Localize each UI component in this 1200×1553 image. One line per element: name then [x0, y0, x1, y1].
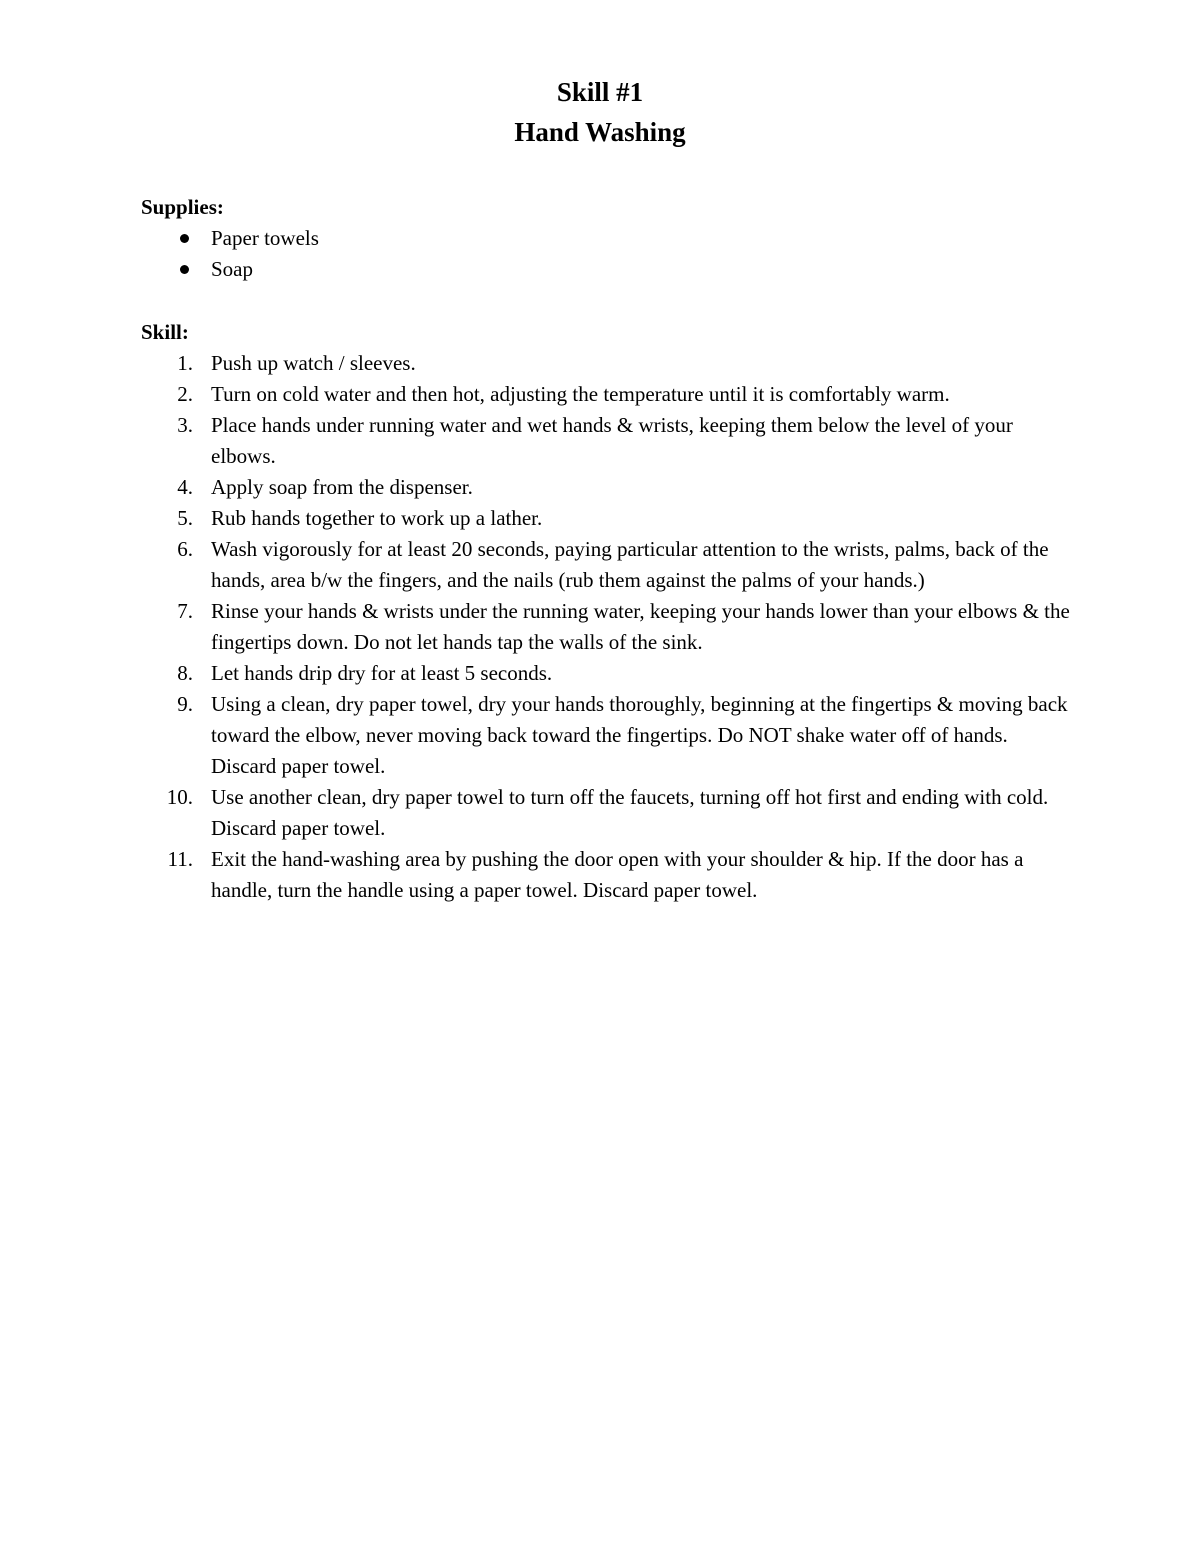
skill-number-title: Skill #1: [556, 77, 644, 107]
step-number: 10.: [166, 785, 193, 809]
step-number: 8.: [177, 661, 193, 685]
step-text: Exit the hand-washing area by pushing the door open with your shoulder & hip. If the door has a handle, turn the handle using a paper towel. Discard paper towel.: [211, 847, 1024, 902]
step-number: 1.: [177, 351, 193, 375]
supplies-list: [141, 223, 1071, 285]
step-item: [141, 534, 1071, 596]
step-text: Let hands drip dry for at least 5 seconds.: [211, 661, 553, 685]
step-number: 5.: [177, 506, 193, 530]
bullet-icon: [180, 265, 189, 274]
step-item: [141, 689, 1071, 782]
step-item: [141, 782, 1071, 844]
step-text: Push up watch / sleeves.: [211, 351, 416, 375]
title-block: [0, 72, 1200, 152]
supply-item: [141, 223, 1071, 254]
step-text: Turn on cold water and then hot, adjusting the temperature until it is comfortably warm.: [211, 382, 950, 406]
step-number: 11.: [167, 847, 193, 871]
step-text: Wash vigorously for at least 20 seconds, paying particular attention to the wrists, palms, back of the hands, area b/w the fingers, and the nails (rub them against the palms of your hands.): [211, 537, 1049, 592]
step-item: [141, 472, 1071, 503]
skill-heading: Skill:: [141, 320, 189, 344]
step-number: 3.: [177, 413, 193, 437]
step-text: Use another clean, dry paper towel to turn off the faucets, turning off hot first and ending with cold. Discard paper towel.: [211, 785, 1049, 840]
step-text: Apply soap from the dispenser.: [211, 475, 473, 499]
step-item: [141, 410, 1071, 472]
step-item: [141, 348, 1071, 379]
supply-item-label: Soap: [211, 257, 253, 281]
step-number: 9.: [177, 692, 193, 716]
step-number: 7.: [177, 599, 193, 623]
supplies-heading: Supplies:: [141, 195, 224, 219]
step-text: Rub hands together to work up a lather.: [211, 506, 543, 530]
step-item: [141, 596, 1071, 658]
supply-item-label: Paper towels: [211, 226, 319, 250]
steps-list: [141, 348, 1071, 906]
skill-name-title: Hand Washing: [514, 117, 686, 147]
step-text: Rinse your hands & wrists under the running water, keeping your hands lower than your elbows & the fingertips down. Do not let hands tap the walls of the sink.: [211, 599, 1070, 654]
step-item: [141, 658, 1071, 689]
supply-item: [141, 254, 1071, 285]
step-text: Using a clean, dry paper towel, dry your hands thoroughly, beginning at the fingertips & moving back toward the elbow, never moving back toward the fingertips. Do NOT shake water off of hands. Discard paper towel.: [211, 692, 1068, 778]
bullet-icon: [180, 234, 189, 243]
step-item: [141, 503, 1071, 534]
step-number: 2.: [177, 382, 193, 406]
step-number: 4.: [177, 475, 193, 499]
step-text: Place hands under running water and wet hands & wrists, keeping them below the level of your elbows.: [211, 413, 1013, 468]
document-body: [141, 192, 1071, 906]
step-number: 6.: [177, 537, 193, 561]
step-item: [141, 844, 1071, 906]
step-item: [141, 379, 1071, 410]
